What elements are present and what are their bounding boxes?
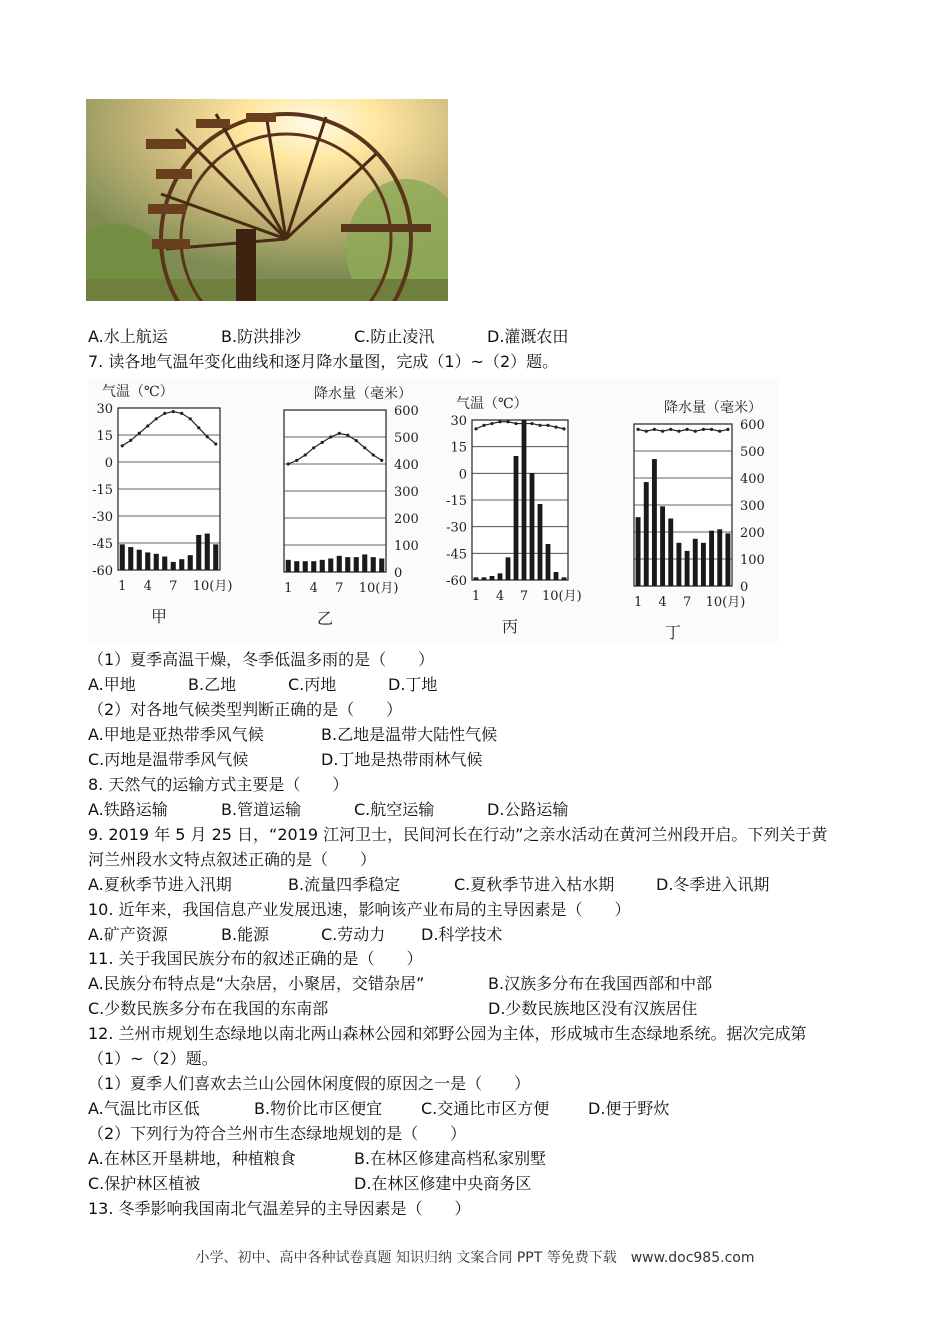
month-tick-label: 1 — [471, 589, 481, 604]
temperature-tick-label: -30 — [92, 510, 113, 525]
precipitation-bar — [514, 456, 519, 580]
q7-stem: 7. 读各地气温年变化曲线和逐月降水量图，完成（1）~（2）题。 — [88, 352, 559, 371]
option-d: D.便于野炊 — [588, 1099, 670, 1118]
precipitation-bar — [337, 556, 342, 572]
q8-stem: 8. 天然气的运输方式主要是（ ） — [88, 775, 349, 794]
temperature-tick-label: -45 — [92, 537, 113, 552]
precipitation-bar — [482, 577, 487, 580]
q9-stem-line2: 河兰州段水文特点叙述正确的是（ ） — [88, 850, 377, 869]
option-b: B.管道运输 — [221, 800, 302, 819]
precipitation-bar — [154, 554, 159, 570]
option-d: D.冬季进入讯期 — [656, 875, 770, 894]
option-c: C.防止凌汛 — [354, 327, 435, 346]
precipitation-bar — [709, 531, 714, 586]
precipitation-tick-label: 500 — [394, 431, 419, 446]
precipitation-bar — [179, 559, 184, 570]
temperature-tick-label: 0 — [458, 467, 467, 483]
option-b: B.汉族多分布在我国西部和中部 — [488, 974, 713, 993]
precipitation-bar — [303, 561, 308, 572]
precipitation-bar — [660, 506, 665, 586]
temperature-point — [138, 432, 141, 435]
temperature-point — [718, 430, 721, 433]
temperature-point — [321, 441, 324, 444]
option-a: A.民族分布特点是“大杂居，小聚居，交错杂居” — [88, 974, 425, 993]
precipitation-tick-label: 500 — [740, 445, 765, 460]
temperature-point — [530, 422, 533, 425]
temperature-point — [546, 424, 549, 427]
month-tick-label: 4 — [143, 579, 152, 594]
precipitation-bar — [345, 557, 350, 572]
temperature-point — [474, 427, 477, 430]
temperature-point — [163, 412, 166, 415]
q9-stem-line1: 9. 2019 年 5 月 25 日，“2019 江河卫士，民间河长在行动”之亲水活动在黄河兰州段开启。下列关于黄 — [88, 825, 828, 844]
temperature-point — [380, 459, 383, 462]
temperature-point — [155, 417, 158, 420]
precipitation-tick-label: 100 — [394, 539, 419, 554]
temperature-point — [726, 428, 729, 431]
option-d: D.在林区修建中央商务区 — [354, 1174, 532, 1193]
precipitation-bar — [498, 573, 503, 580]
temperature-point — [562, 427, 565, 430]
option-b: B.流量四季稳定 — [288, 875, 401, 894]
option-c: C.航空运输 — [354, 800, 435, 819]
temperature-tick-label: -45 — [446, 547, 467, 563]
option-d: D.丁地 — [388, 675, 438, 694]
temperature-point — [214, 442, 217, 445]
temperature-point — [554, 426, 557, 429]
precipitation-tick-label: 200 — [394, 512, 419, 527]
precipitation-tick-label: 600 — [740, 418, 765, 433]
temperature-point — [710, 428, 713, 431]
option-a: A.水上航运 — [88, 327, 168, 346]
option-c: C.交通比市区方便 — [421, 1099, 550, 1118]
q12-stem-line2: （1）~（2）题。 — [88, 1049, 218, 1068]
chart-name-label: 乙 — [316, 609, 334, 628]
precipitation-tick-label: 600 — [394, 404, 419, 419]
q12-sub2: （2）下列行为符合兰州市生态绿地规划的是（ ） — [88, 1124, 467, 1143]
option-d: D.公路运输 — [487, 800, 569, 819]
water-wheel-photo — [86, 99, 448, 301]
option-c: C.少数民族多分布在我国的东南部 — [88, 999, 329, 1018]
q13-stem: 13. 冬季影响我国南北气温差异的主导因素是（ ） — [88, 1199, 471, 1218]
temperature-point — [482, 424, 485, 427]
precipitation-bar — [668, 519, 673, 587]
precipitation-bar — [354, 557, 359, 572]
option-a: A.气温比市区低 — [88, 1099, 200, 1118]
option-c: C.丙地是温带季风气候 — [88, 750, 249, 769]
option-d: D.科学技术 — [421, 925, 503, 944]
temperature-point — [304, 453, 307, 456]
precipitation-bar — [701, 543, 706, 586]
option-c: C.劳动力 — [321, 925, 386, 944]
precipitation-tick-label: 0 — [394, 566, 403, 581]
temperature-tick-label: 0 — [104, 456, 113, 471]
precipitation-bar — [171, 562, 176, 570]
temperature-point — [645, 430, 648, 433]
temperature-point — [514, 422, 517, 425]
option-a: A.甲地 — [88, 675, 136, 694]
option-a: A.甲地是亚热带季风气候 — [88, 725, 264, 744]
month-tick-label: 4 — [309, 581, 318, 596]
precipitation-bar — [128, 547, 133, 570]
temperature-tick-label: -60 — [92, 564, 113, 579]
option-c: C.丙地 — [288, 675, 337, 694]
temperature-point — [372, 453, 375, 456]
option-a: A.夏秋季节进入汛期 — [88, 875, 232, 894]
precipitation-bar — [320, 560, 325, 572]
precipitation-bar — [546, 544, 551, 580]
month-tick-label: 10(月) — [542, 589, 582, 604]
precipitation-bar — [213, 544, 218, 570]
temperature-point — [363, 446, 366, 449]
month-tick-label: 4 — [495, 589, 505, 604]
temperature-point — [295, 459, 298, 462]
option-b: B.在林区修建高档私家别墅 — [354, 1149, 547, 1168]
precipitation-bar — [162, 557, 167, 571]
q10-stem: 10. 近年来，我国信息产业发展迅速，影响该产业布局的主导因素是（ ） — [88, 900, 631, 919]
month-tick-label: 7 — [169, 579, 178, 594]
temperature-point — [685, 428, 688, 431]
precipitation-tick-label: 100 — [740, 553, 765, 568]
q11-stem: 11. 关于我国民族分布的叙述正确的是（ ） — [88, 949, 423, 968]
option-d: D.丁地是热带雨林气候 — [321, 750, 483, 769]
month-tick-label: 7 — [519, 589, 529, 604]
chart-name-label: 丙 — [501, 617, 519, 636]
precipitation-bar — [379, 559, 384, 573]
month-tick-label: 10(月) — [705, 595, 746, 610]
temperature-point — [197, 426, 200, 429]
q7-sub2: （2）对各地气候类型判断正确的是（ ） — [88, 700, 403, 719]
temperature-point — [677, 430, 680, 433]
chart-name-label: 丁 — [664, 623, 682, 642]
temperature-point — [206, 435, 209, 438]
temperature-point — [636, 428, 639, 431]
precipitation-bar — [490, 576, 495, 580]
precipitation-bar — [506, 557, 511, 580]
precipitation-bar — [188, 555, 193, 570]
precipitation-bar — [286, 560, 291, 572]
month-tick-label: 4 — [658, 595, 667, 610]
option-b: B.乙地 — [188, 675, 237, 694]
precipitation-tick-label: 300 — [740, 499, 765, 514]
month-tick-label: 1 — [118, 579, 127, 594]
option-a: A.矿产资源 — [88, 925, 168, 944]
option-d: D.灌溉农田 — [487, 327, 569, 346]
precipitation-tick-label: 300 — [394, 485, 419, 500]
temperature-point — [653, 428, 656, 431]
temperature-tick-label: -15 — [92, 483, 113, 498]
temperature-point — [189, 417, 192, 420]
temperature-point — [538, 424, 541, 427]
precipitation-tick-label: 400 — [740, 472, 765, 487]
option-b: B.防洪排沙 — [221, 327, 302, 346]
precipitation-bar — [205, 534, 210, 570]
precipitation-tick-label: 400 — [394, 458, 419, 473]
temperature-tick-label: 15 — [96, 429, 113, 444]
temperature-point — [129, 439, 132, 442]
month-tick-label: 1 — [284, 581, 293, 596]
option-a: A.在林区开垦耕地，种植粮食 — [88, 1149, 296, 1168]
temperature-point — [490, 422, 493, 425]
temperature-tick-label: -60 — [446, 574, 467, 589]
precipitation-bar — [717, 529, 722, 586]
option-b: B.物价比市区便宜 — [254, 1099, 383, 1118]
temperature-tick-label: 15 — [450, 440, 467, 456]
temperature-point — [355, 439, 358, 442]
temperature-point — [338, 432, 341, 435]
temperature-tick-label: 30 — [96, 402, 113, 417]
precipitation-bar — [474, 577, 479, 580]
precipitation-bar — [328, 559, 333, 573]
temperature-point — [172, 410, 175, 413]
page-footer: 小学、初中、高中各种试卷真题 知识归纳 文案合同 PPT 等免费下载 www.doc985.com — [195, 1250, 755, 1266]
temperature-axis-label: 气温（℃） — [102, 384, 174, 400]
q12-sub1: （1）夏季人们喜欢去兰山公园休闲度假的原因之一是（ ） — [88, 1074, 531, 1093]
precipitation-axis-label: 降水量（毫米） — [314, 386, 412, 402]
q7-sub1: （1）夏季高温干燥，冬季低温多雨的是（ ） — [88, 650, 435, 669]
option-c: C.夏秋季节进入枯水期 — [454, 875, 615, 894]
temperature-point — [669, 428, 672, 431]
precipitation-bar — [554, 572, 559, 580]
month-tick-label: 10(月) — [192, 579, 233, 594]
temperature-tick-label: -30 — [446, 520, 467, 536]
temperature-point — [506, 420, 509, 423]
temperature-point — [346, 434, 349, 437]
option-b: B.乙地是温带大陆性气候 — [321, 725, 498, 744]
month-tick-label: 1 — [633, 595, 643, 610]
temperature-point — [329, 435, 332, 438]
precipitation-bar — [137, 550, 142, 570]
temperature-point — [180, 412, 183, 415]
temperature-point — [522, 422, 525, 425]
precipitation-bar — [522, 420, 527, 580]
precipitation-bar — [145, 552, 150, 570]
temperature-point — [702, 428, 705, 431]
temperature-point — [661, 430, 664, 433]
precipitation-bar — [562, 577, 567, 580]
precipitation-bar — [725, 533, 730, 586]
temperature-point — [287, 462, 290, 465]
month-tick-label: 10(月) — [358, 581, 399, 596]
precipitation-bar — [196, 535, 201, 570]
precipitation-bar — [685, 551, 690, 586]
precipitation-bar — [371, 557, 376, 572]
precipitation-bar — [644, 482, 649, 586]
option-c: C.保护林区植被 — [88, 1174, 201, 1193]
temperature-point — [121, 444, 124, 447]
option-a: A.铁路运输 — [88, 800, 168, 819]
temperature-tick-label: 30 — [450, 414, 467, 429]
chart-name-label: 甲 — [150, 607, 168, 626]
climate-charts — [88, 378, 778, 644]
temperature-point — [694, 430, 697, 433]
month-tick-label: 7 — [335, 581, 344, 596]
option-b: B.能源 — [221, 925, 270, 944]
precipitation-bar — [530, 473, 535, 580]
precipitation-bar — [120, 544, 125, 570]
precipitation-bar — [294, 561, 299, 572]
temperature-point — [498, 420, 501, 423]
temperature-point — [146, 424, 149, 427]
precipitation-bar — [652, 459, 657, 586]
month-tick-label: 7 — [682, 595, 692, 610]
precipitation-bar — [693, 539, 698, 586]
precipitation-bar — [538, 504, 543, 580]
temperature-axis-label: 气温（℃） — [456, 396, 528, 412]
precipitation-bar — [636, 517, 641, 586]
precipitation-bar — [311, 561, 316, 572]
precipitation-tick-label: 200 — [740, 526, 765, 541]
temperature-point — [312, 446, 315, 449]
precipitation-bar — [362, 554, 367, 572]
precipitation-bar — [676, 543, 681, 586]
option-d: D.少数民族地区没有汉族居住 — [488, 999, 698, 1018]
precipitation-tick-label: 0 — [740, 580, 749, 595]
temperature-tick-label: -15 — [446, 494, 467, 509]
q12-stem-line1: 12. 兰州市规划生态绿地以南北两山森林公园和郊野公园为主体，形成城市生态绿地系统。据次完成第 — [88, 1024, 807, 1043]
precipitation-axis-label: 降水量（毫米） — [664, 400, 762, 416]
